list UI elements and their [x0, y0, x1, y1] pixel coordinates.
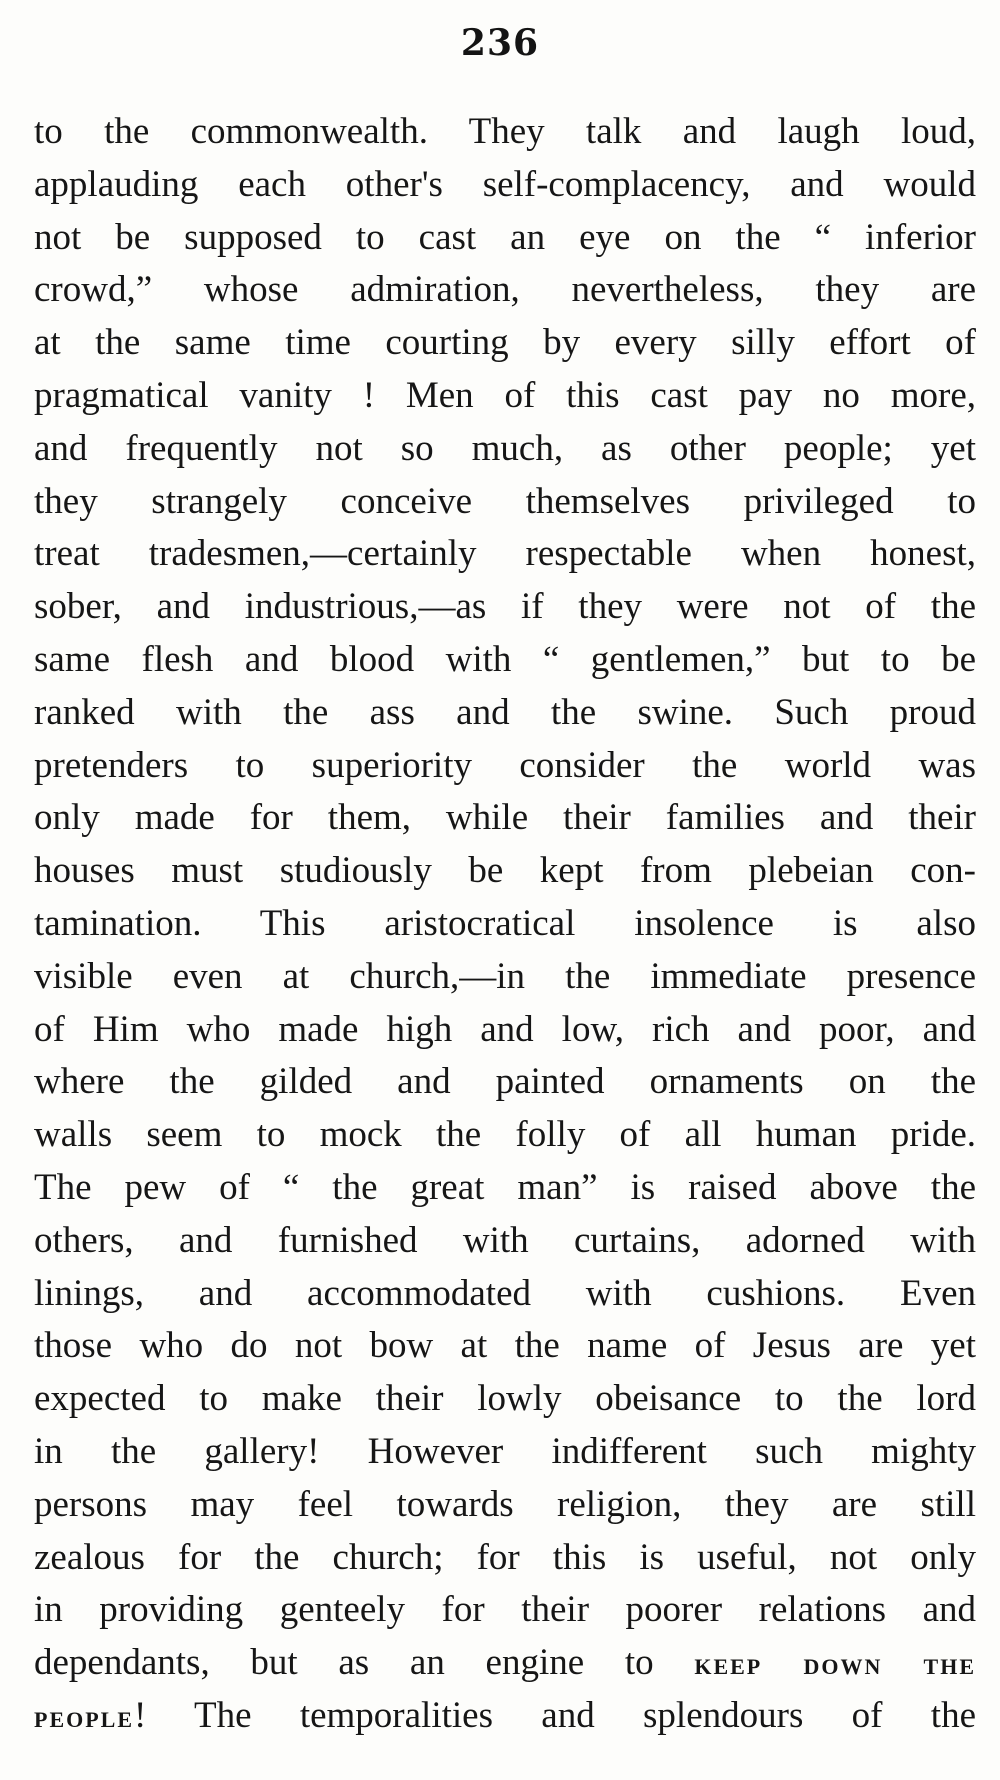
text-line-26: in the gallery! However indifferent such mighty	[34, 1430, 976, 1472]
text-line-30	[34, 1637, 976, 1690]
text-line-27: persons may feel towards religion, they are still	[34, 1483, 976, 1525]
text-line-30-emphasis: keep down the	[694, 1646, 976, 1682]
text-line-15: houses must studiously be kept from plebeian con-	[34, 850, 976, 892]
text-line-29: in providing genteely for their poorer relations and	[34, 1589, 976, 1631]
text-line-14: only made for them, while their families and their	[34, 797, 976, 839]
text-line-18: of Him who made high and low, rich and poor, and	[34, 1008, 976, 1050]
text-line-4: crowd,” whose admiration, nevertheless, they are	[34, 269, 976, 311]
text-line-8: they strangely conceive themselves privileged to	[34, 480, 976, 522]
text-line-22: others, and furnished with curtains, adorned with	[34, 1219, 976, 1261]
text-line-30-prefix: dependants, but as an engine to	[34, 1642, 695, 1684]
text-line-10: sober, and industrious,—as if they were not of the	[34, 586, 976, 628]
text-line-31	[34, 1690, 976, 1743]
text-line-31-emphasis: people	[34, 1698, 135, 1734]
text-line-9: treat tradesmen,—certainly respectable when honest,	[34, 533, 976, 575]
text-line-23: linings, and accommodated with cushions. Even	[34, 1272, 976, 1314]
text-line-24: those who do not bow at the name of Jesus are yet	[34, 1325, 976, 1367]
text-line-13: pretenders to superiority consider the world was	[34, 744, 976, 786]
text-line-28: zealous for the church; for this is useful, not only	[34, 1536, 976, 1578]
text-line-3: not be supposed to cast an eye on the “ inferior	[34, 216, 976, 258]
body-text	[34, 106, 976, 1743]
text-line-7: and frequently not so much, as other people; yet	[34, 427, 976, 469]
text-line-21: The pew of “ the great man” is raised above the	[34, 1166, 976, 1208]
page-number: 236	[460, 22, 540, 64]
text-line-17: visible even at church,—in the immediate presence	[34, 955, 976, 997]
text-line-16: tamination. This aristocratical insolence is also	[34, 902, 976, 944]
text-line-25: expected to make their lowly obeisance to the lord	[34, 1378, 976, 1420]
text-line-1: to the commonwealth. They talk and laugh loud,	[34, 111, 976, 152]
text-line-11: same flesh and blood with “ gentlemen,” but to be	[34, 638, 976, 680]
text-line-2: applauding each other's self-complacency, and would	[34, 163, 976, 205]
text-line-20: walls seem to mock the folly of all human pride.	[34, 1114, 976, 1156]
text-line-5: at the same time courting by every silly effort of	[34, 322, 976, 364]
text-line-12: ranked with the ass and the swine. Such proud	[34, 691, 976, 733]
text-line-31-rest: ! The temporalities and splendours of the	[134, 1694, 976, 1736]
text-line-19: where the gilded and painted ornaments on the	[34, 1061, 976, 1103]
text-line-6: pragmatical vanity ! Men of this cast pay no more,	[34, 374, 976, 416]
